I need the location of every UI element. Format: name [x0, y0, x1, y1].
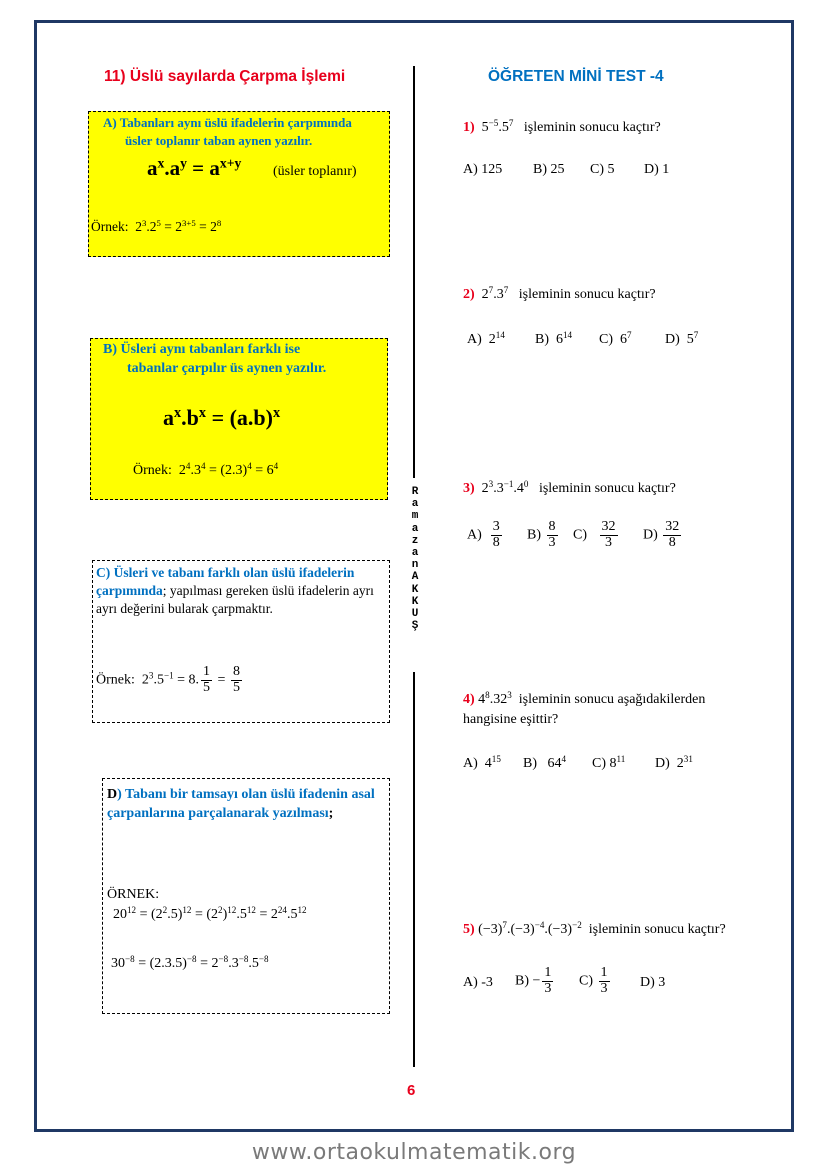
vertical-author-letter: A — [411, 571, 419, 584]
rule-a-example: Örnek: $2^3.2^5 = 2^{3+5} = 2^8$ — [91, 218, 222, 234]
q2-option-d[interactable]: D) $5^7$ — [665, 330, 699, 347]
rule-a-formula: $a^x.a^y = a^{x+y}$ — [147, 155, 242, 180]
q4-option-a[interactable]: A) $4^{15}$ — [463, 754, 501, 771]
question-5: 5) $(-3)^7.(-3)^{-4}.(-3)^{-2}$ işleminin sonucu kaçtır? — [463, 920, 726, 937]
rule-c-example: Örnek: $2^3.5^{-1} = 8$. $\frac{1}{5}$ = $\frac{8}{5}$ — [96, 664, 240, 695]
right-title: ÖĞRETEN MİNİ TEST -4 — [488, 68, 664, 85]
q3-option-c[interactable]: C) $\frac{32}{3}$ — [573, 519, 616, 550]
question-2-options — [467, 332, 787, 354]
question-3: 3) $2^3.3^{-1}.4^0$ işleminin sonucu kaçtır? — [463, 479, 676, 496]
vertical-author-letter: R — [411, 486, 419, 498]
question-4: 4) $4^8.32^3$ işleminin sonucu aşağıdakilerden hangisine eşittir? — [463, 690, 706, 727]
left-title: 11) Üslü sayılarda Çarpma İşlemi — [104, 68, 346, 85]
question-1: 1) $5^{-5}.5^7$ işleminin sonucu kaçtır? — [463, 118, 661, 135]
vertical-author-letter: K — [411, 595, 419, 608]
q2-option-a[interactable]: A) $2^{14}$ — [467, 330, 505, 347]
q5-option-b[interactable]: B) − $\frac{1}{3}$ — [515, 965, 552, 996]
divider-top — [413, 66, 415, 478]
question-5-options — [463, 966, 783, 1010]
divider-bottom — [413, 672, 415, 1067]
question-2: 2) $2^7.3^7$ işleminin sonucu kaçtır? — [463, 285, 656, 302]
question-1-options — [463, 162, 783, 182]
vertical-author-letter: K — [411, 583, 419, 596]
q1-option-a[interactable]: A) 125 — [463, 162, 503, 177]
rule-d-heading: D) Tabanı bir tamsayı olan üslü ifadenin asal çarpanlarına parçalanarak yazılması; — [107, 787, 375, 821]
q2-option-b[interactable]: B) $6^{14}$ — [535, 330, 573, 347]
page-number: 6 — [407, 1082, 416, 1099]
q1-option-c[interactable]: C) 5 — [590, 162, 615, 177]
rule-b-formula: $a^x.b^x = (a.b)^x$ — [163, 405, 281, 430]
q1-option-d[interactable]: D) 1 — [644, 162, 670, 177]
vertical-author-letter: a — [411, 498, 419, 511]
footer-url[interactable]: www.ortaokulmatematik.org — [251, 1140, 577, 1165]
rule-box-b — [90, 338, 388, 500]
rule-d-example-2: $30^{-8} = (2.3.5)^{-8} = 2^{-8}.3^{-8}.5^{-8}$ — [111, 954, 269, 971]
rule-c-text: C) Üsleri ve tabanı farklı olan üslü ifadelerin çarpımında; yapılması gereken üslü ifadelerin ayrı ayrı değerini bularak çarpmaktır. — [96, 565, 374, 616]
q1-option-b[interactable]: B) 25 — [533, 162, 565, 177]
q3-option-b[interactable]: B) $\frac{8}{3}$ — [527, 519, 556, 550]
vertical-author-letter: a — [411, 547, 419, 560]
vertical-author-letter: a — [411, 522, 419, 535]
q3-option-d[interactable]: D) $\frac{32}{8}$ — [643, 519, 680, 550]
vertical-author-letter: U — [411, 608, 419, 621]
rule-d-example-label: ÖRNEK: — [107, 887, 160, 902]
q3-option-a[interactable]: A) $\frac{3}{8}$ — [467, 519, 500, 550]
vertical-author — [408, 486, 422, 632]
rule-box-c — [92, 560, 390, 723]
rule-box-a — [88, 111, 390, 257]
q4-option-d[interactable]: D) $2^{31}$ — [655, 754, 693, 771]
rule-a-note: (üsler toplanır) — [273, 164, 357, 179]
vertical-author-letter: n — [411, 559, 419, 572]
rule-a-line2: üsler toplanır taban aynen yazılır. — [125, 133, 313, 148]
q4-option-b[interactable]: B) $64^4$ — [523, 754, 567, 771]
q5-option-a[interactable]: A) -3 — [463, 975, 493, 990]
q2-option-c[interactable]: C) $6^7$ — [599, 330, 632, 347]
vertical-author-letter: z — [411, 534, 419, 547]
rule-b-line1: B) Üsleri aynı tabanları farklı ise — [103, 342, 301, 357]
question-3-options — [467, 520, 787, 564]
rule-d-example-1: $20^{12} = (2^2.5)^{12} = (2^2)^{12}.5^{12} = 2^{24}.5^{12}$ — [113, 905, 307, 922]
q5-option-d[interactable]: D) 3 — [640, 975, 666, 990]
q4-option-c[interactable]: C) $8^{11}$ — [592, 754, 626, 771]
rule-a-line1: A) Tabanları aynı üslü ifadelerin çarpımında — [103, 115, 352, 130]
question-4-options — [463, 756, 783, 778]
q5-option-c[interactable]: C) $\frac{1}{3}$ — [579, 965, 608, 996]
rule-b-example: Örnek: $2^4.3^4 = (2.3)^4 = 6^4$ — [133, 461, 279, 478]
rule-box-d — [102, 778, 390, 1014]
vertical-author-letter: m — [411, 510, 419, 523]
rule-b-line2: tabanlar çarpılır üs aynen yazılır. — [127, 361, 327, 376]
vertical-author-letter: Ş — [411, 620, 419, 633]
